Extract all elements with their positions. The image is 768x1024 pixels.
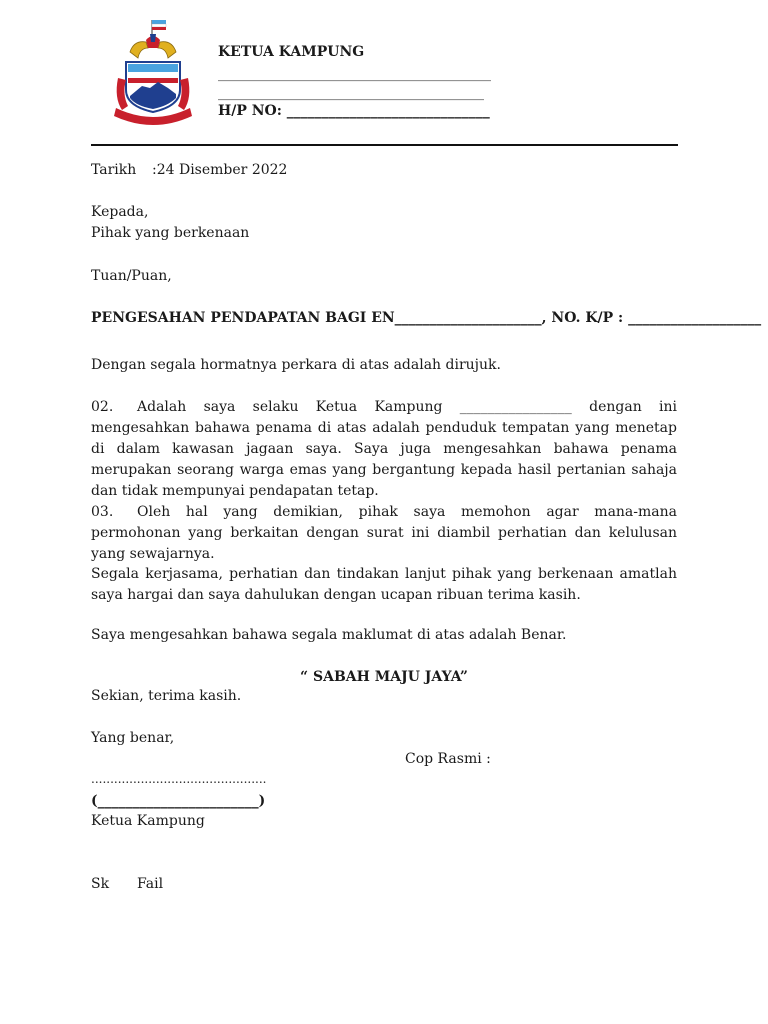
recipient-line-2: Pihak yang berkenaan — [91, 225, 250, 241]
sabah-crest-logo — [112, 18, 194, 126]
paragraph-3-number: 03. — [91, 504, 114, 520]
paragraph-5: Saya mengesahkan bahawa segala maklumat di atas adalah Benar. — [91, 627, 567, 643]
header-title: KETUA KAMPUNG — [218, 44, 365, 60]
paragraph-2 — [91, 397, 677, 502]
closing-yang-benar: Yang benar, — [91, 730, 175, 746]
motto: “ SABAH MAJU JAYA” — [300, 669, 468, 685]
salutation: Tuan/Puan, — [91, 268, 172, 284]
signature-dotted-line: .............................................. — [91, 772, 267, 786]
date-value: :24 Disember 2022 — [152, 162, 288, 178]
date-label: Tarikh — [91, 162, 137, 178]
signatory-role: Ketua Kampung — [91, 813, 205, 829]
closing-sekian: Sekian, terima kasih. — [91, 688, 242, 704]
recipient-line-1: Kepada, — [91, 204, 149, 220]
signatory-name-blank: (_______________________) — [91, 793, 266, 809]
header-phone-field: H/P NO: _____________________________ — [218, 103, 490, 119]
footer-fail: Fail — [137, 876, 164, 892]
paragraph-4: Segala kerjasama, perhatian dan tindakan lanjut pihak yang berkenaan amatlah saya hargai dan saya dahulukan dengan ucapan ribuan terima kasih. — [91, 566, 677, 603]
footer-sk: Sk — [91, 876, 110, 892]
official-stamp-label: Cop Rasmi : — [405, 751, 491, 767]
header-blank-line-2: ______________________________________ — [218, 85, 484, 101]
paragraph-3 — [91, 502, 677, 565]
header-divider — [91, 144, 678, 146]
header-blank-line-1: _______________________________________ — [218, 66, 491, 82]
paragraph-2-text: Adalah saya selaku Ketua Kampung ________________ dengan ini mengesahkan bahawa penama di atas adalah penduduk tempatan yang menetap di dalam kawasan jagaan saya. Saya juga mengesahkan bahawa penama merupakan seorang warga emas yang bergantung kepada hasil pertanian sahaja dan tidak mempunyai pendapatan tetap. — [91, 399, 677, 499]
paragraph-2-number: 02. — [91, 399, 114, 415]
paragraph-1: Dengan segala hormatnya perkara di atas adalah dirujuk. — [91, 357, 501, 373]
subject-line: PENGESAHAN PENDAPATAN BAGI EN_____________________, NO. K/P : ___________________ — [91, 310, 762, 326]
paragraph-3-text: Oleh hal yang demikian, pihak saya memohon agar mana-mana permohonan yang berkaitan dengan surat ini diambil perhatian dan kelulusan yang sewajarnya. — [91, 504, 677, 562]
